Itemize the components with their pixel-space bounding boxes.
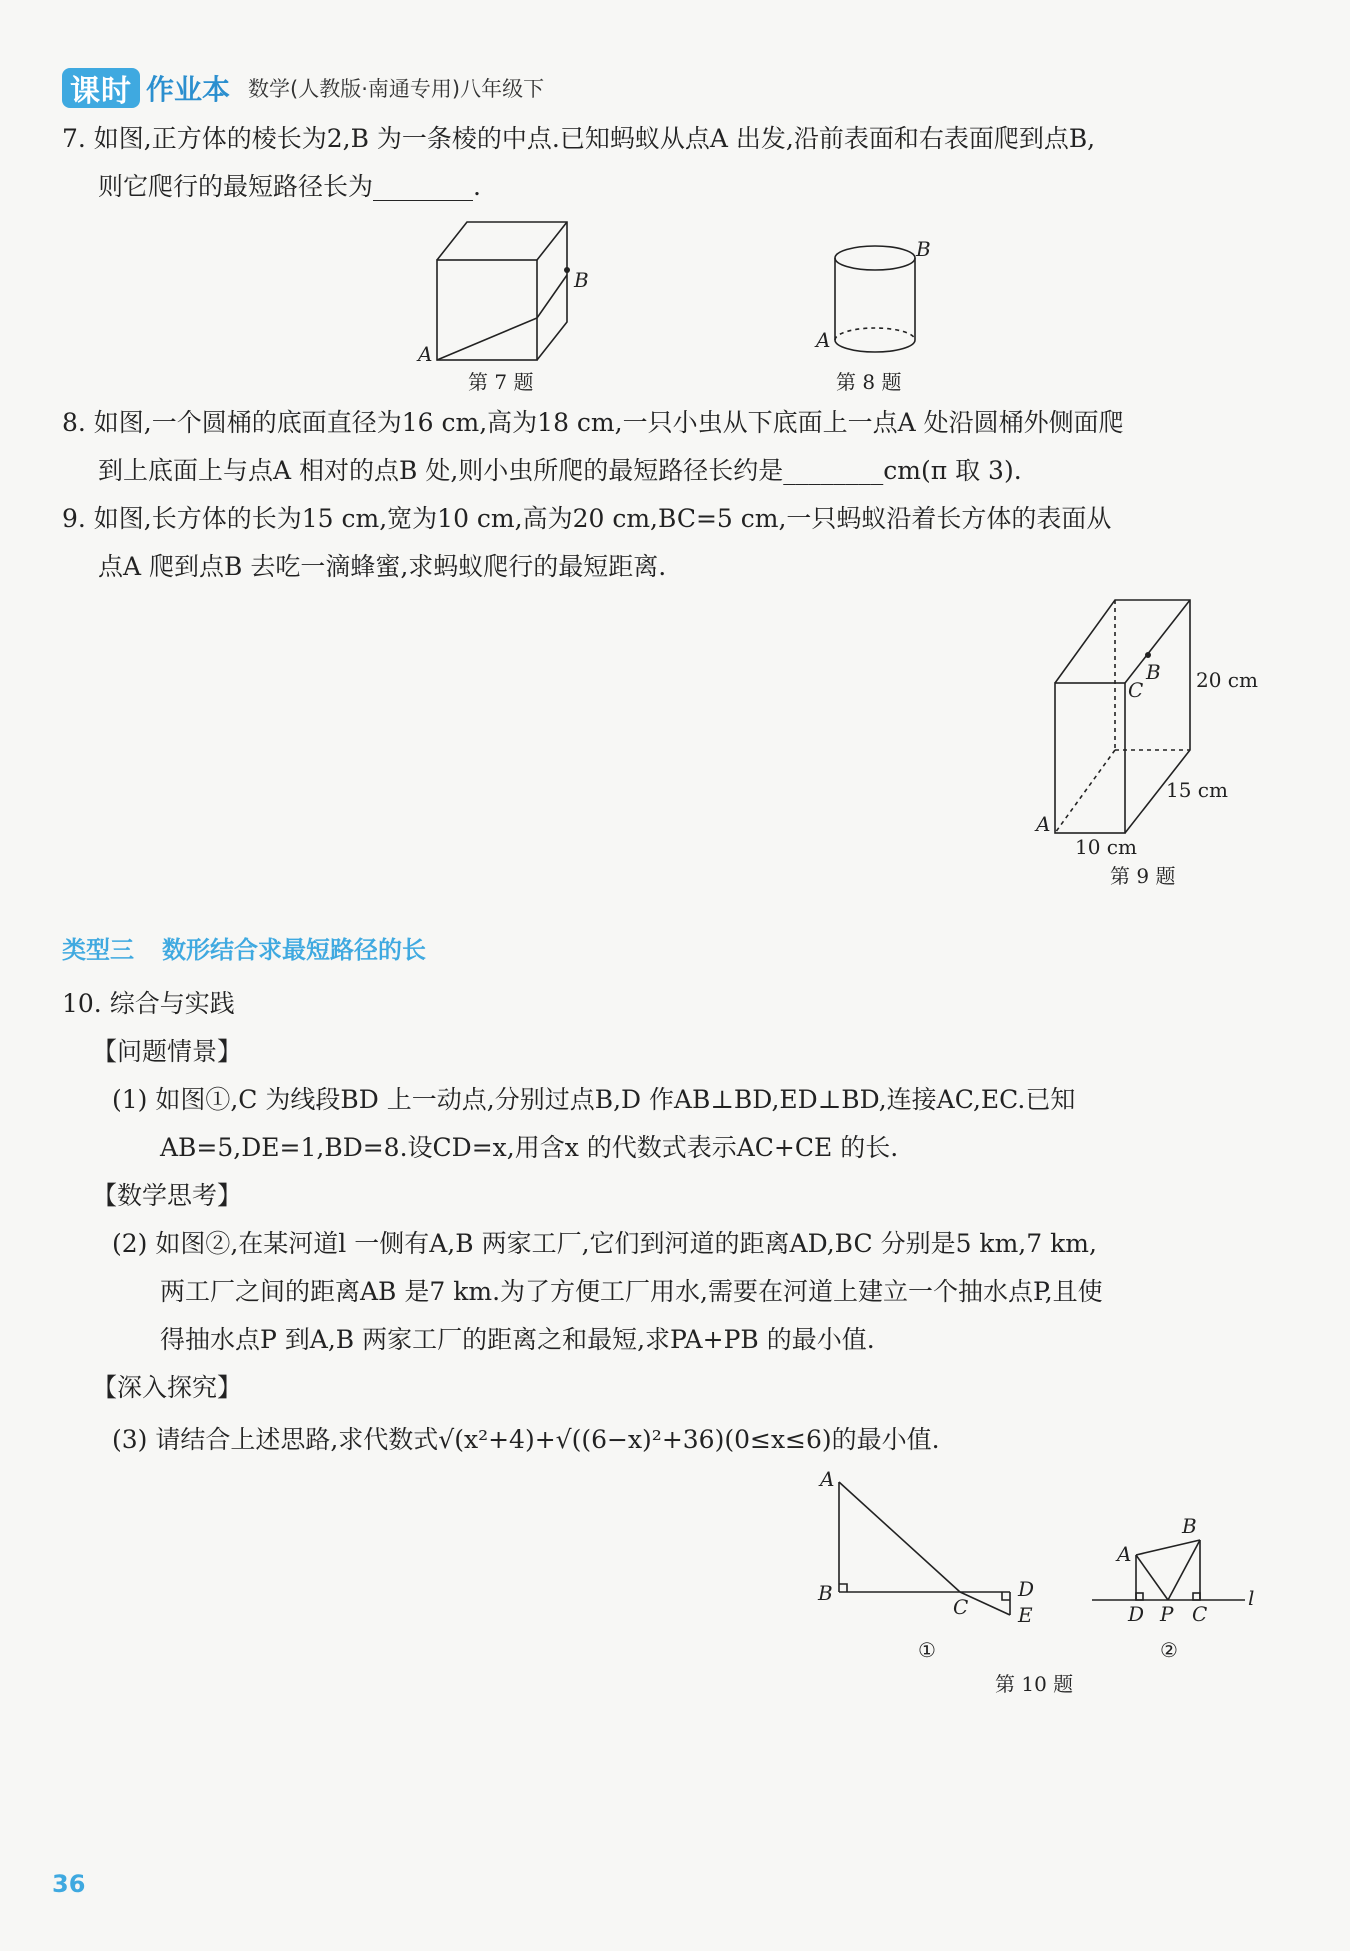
q10-caption: 第 10 题	[995, 1672, 1074, 1696]
q7-text-line1: 7. 如图,正方体的棱长为2,B 为一条棱的中点.已知蚂蚁从点A 出发,沿前表面和右表面爬到点B,	[62, 124, 1096, 153]
q7-label-A: A	[418, 342, 433, 366]
fig1-label-A: A	[820, 1467, 835, 1491]
q8-label-B: B	[916, 237, 931, 261]
fig2-label-l: l	[1248, 1586, 1255, 1610]
q7-cube-figure	[410, 215, 590, 375]
q10-part3-line: (3) 请结合上述思路,求代数式√(x²+4)+√((6−x)²+36)(0≤x≤6)的最小值.	[112, 1425, 940, 1454]
q9-label-C: C	[1128, 678, 1144, 702]
fig1-label-B: B	[818, 1581, 833, 1605]
q7-label-B: B	[574, 268, 589, 292]
q10-part2-line2: 两工厂之间的距离AB 是7 km.为了方便工厂用水,需要在河道上建立一个抽水点P,且使	[160, 1277, 1103, 1306]
q8-label-A: A	[816, 328, 831, 352]
q9-label-A: A	[1036, 812, 1051, 836]
q9-label-width: 10 cm	[1075, 835, 1137, 859]
q9-text-line2: 点A 爬到点B 去吃一滴蜂蜜,求蚂蚁爬行的最短距离.	[98, 552, 667, 581]
q9-cuboid-figure	[1030, 595, 1280, 859]
q7-text-line2: 则它爬行的最短路径长为________.	[98, 172, 481, 201]
page-header	[62, 66, 544, 110]
q9-label-length: 15 cm	[1166, 778, 1228, 802]
q10-figure-1-label: ①	[918, 1638, 936, 1662]
q10-background-heading: 【问题情景】	[92, 1037, 243, 1066]
fig2-label-P: P	[1160, 1602, 1174, 1626]
q8-caption: 第 8 题	[836, 370, 902, 394]
fig1-label-C: C	[953, 1595, 969, 1619]
q8-text-line1: 8. 如图,一个圆桶的底面直径为16 cm,高为18 cm,一只小虫从下底面上一点A 处沿圆桶外侧面爬	[62, 408, 1124, 437]
book-subtitle: 数学(人教版·南通专用)八年级下	[248, 77, 545, 101]
page-number: 36	[52, 1870, 86, 1898]
q10-part1-line2: AB=5,DE=1,BD=8.设CD=x,用含x 的代数式表示AC+CE 的长.	[160, 1133, 899, 1162]
section-label: 类型三	[62, 936, 134, 964]
q10-figure-1	[815, 1467, 1055, 1640]
q10-part2-line1: (2) 如图②,在某河道l 一侧有A,B 两家工厂,它们到河道的距离AD,BC 分别是5 km,7 km,	[112, 1229, 1097, 1258]
q10-part1-line1: (1) 如图①,C 为线段BD 上一动点,分别过点B,D 作AB⊥BD,ED⊥BD,连接AC,EC.已知	[112, 1085, 1076, 1114]
q9-caption: 第 9 题	[1110, 864, 1176, 888]
q9-text-line1: 9. 如图,长方体的长为15 cm,宽为10 cm,高为20 cm,BC=5 cm,一只蚂蚁沿着长方体的表面从	[62, 504, 1112, 533]
q10-figure-2-label: ②	[1160, 1638, 1178, 1662]
q9-label-B: B	[1146, 660, 1161, 684]
section-title: 数形结合求最短路径的长	[162, 936, 426, 964]
fig1-label-E: E	[1018, 1603, 1033, 1627]
q10-figure-2	[1090, 1515, 1260, 1625]
q10-part2-line3: 得抽水点P 到A,B 两家工厂的距离之和最短,求PA+PB 的最小值.	[160, 1325, 875, 1354]
fig2-label-C: C	[1192, 1602, 1208, 1626]
fig1-label-D: D	[1018, 1577, 1035, 1601]
q9-label-height: 20 cm	[1196, 668, 1258, 692]
q8-cylinder-figure	[810, 237, 940, 360]
q10-explore-heading: 【深入探究】	[92, 1373, 243, 1402]
q7-caption: 第 7 题	[468, 370, 534, 394]
fig2-label-D: D	[1128, 1602, 1145, 1626]
q10-title: 10. 综合与实践	[62, 989, 235, 1018]
fig2-label-A: A	[1117, 1542, 1132, 1566]
brand-logo: 课时	[62, 68, 140, 108]
q10-thinking-heading: 【数学思考】	[92, 1181, 243, 1210]
brand-name: 作业本	[146, 73, 231, 106]
fig2-label-B: B	[1182, 1514, 1197, 1538]
section-heading	[62, 930, 426, 965]
q8-text-line2: 到上底面上与点A 相对的点B 处,则小虫所爬的最短路径长约是________cm(π 取 3).	[98, 456, 1022, 485]
